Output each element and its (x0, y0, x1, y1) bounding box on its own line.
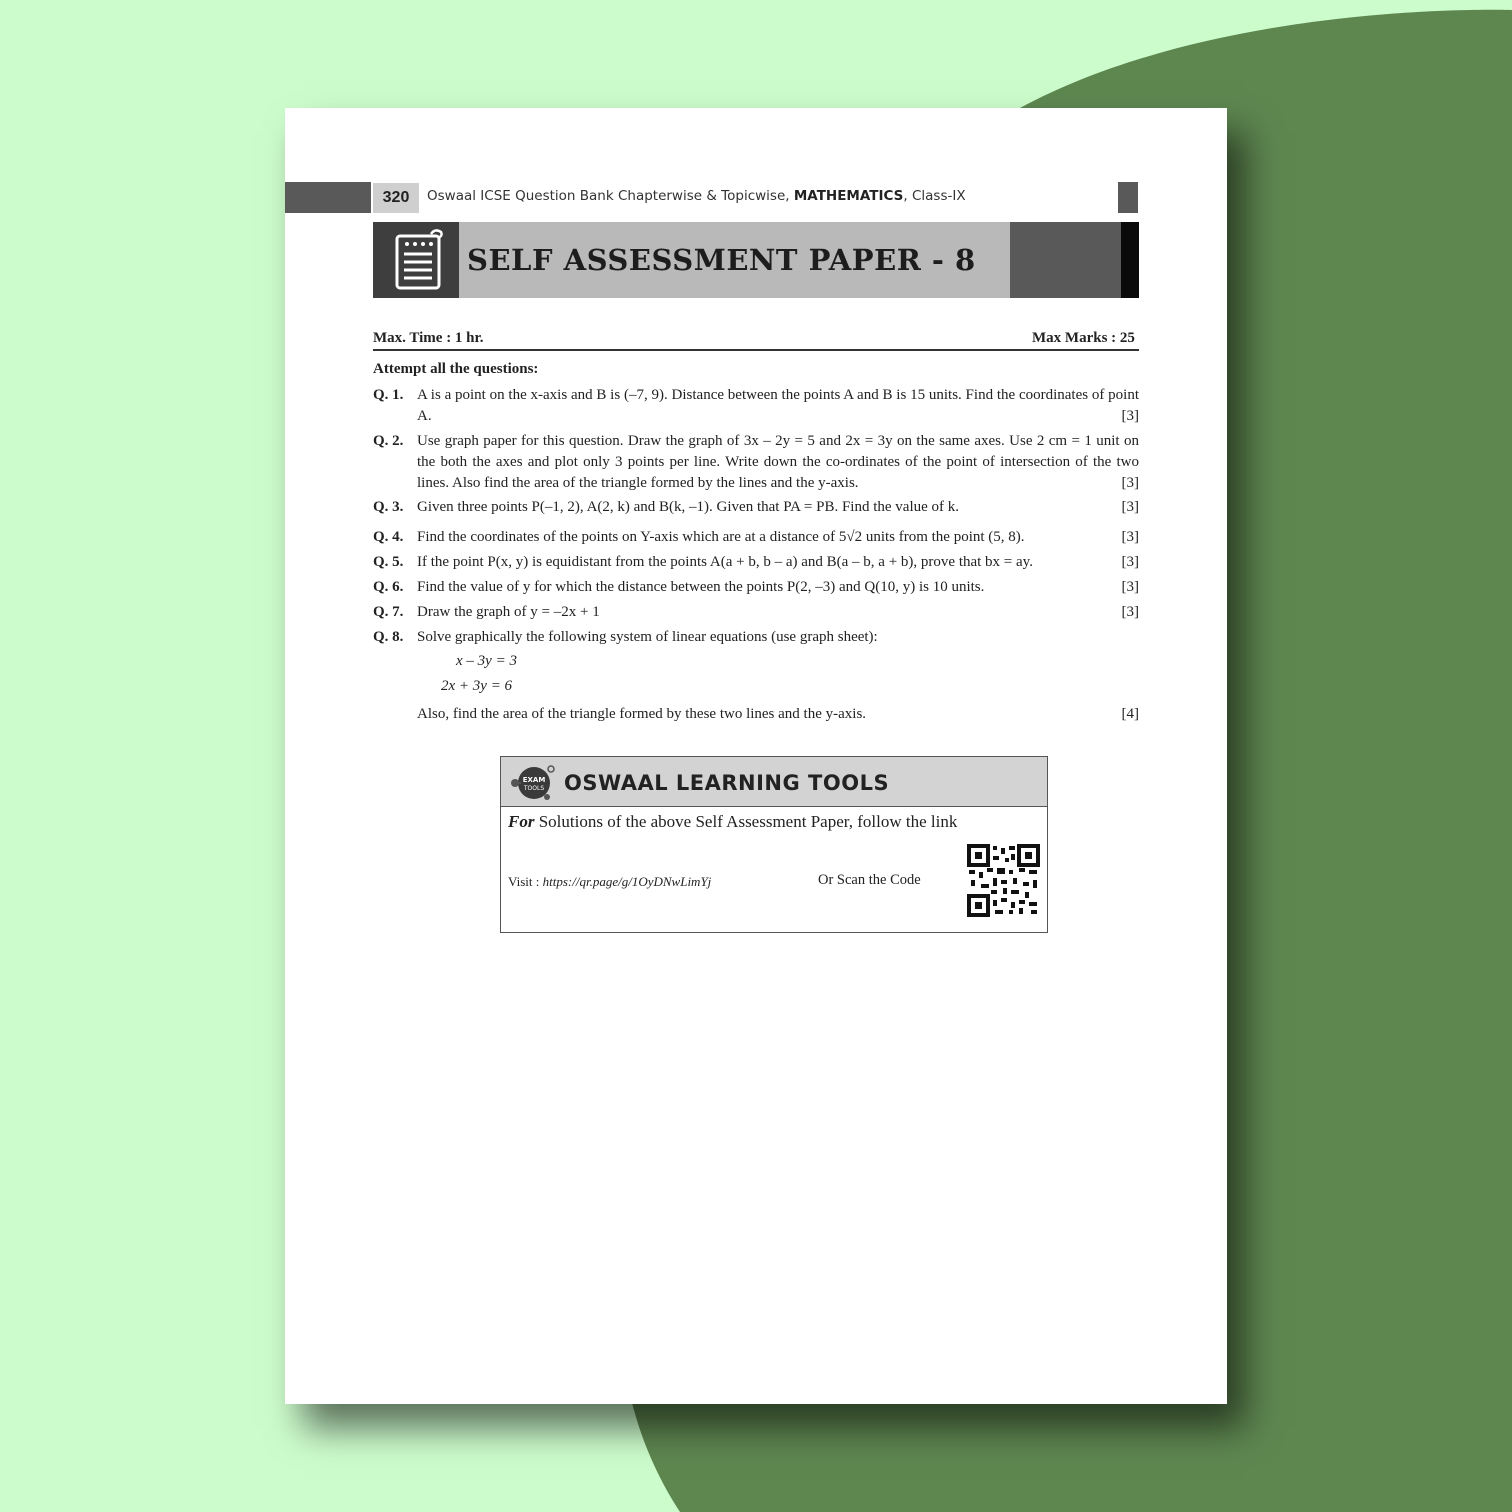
followup-text: Also, find the area of the triangle formed by these two lines and the y-axis. (417, 706, 867, 722)
book-title: Oswaal ICSE Question Bank Chapterwise & Topicwise, (427, 188, 790, 204)
solutions-text (508, 812, 957, 832)
question-marks: [3] (1121, 579, 1139, 595)
question-item (373, 552, 1139, 573)
max-time: Max. Time : 1 hr. (373, 330, 484, 346)
tools-box-title: OSWAAL LEARNING TOOLS (564, 771, 890, 795)
instruction: Attempt all the questions: (373, 361, 539, 377)
running-header (427, 188, 966, 204)
paper-banner (373, 222, 1139, 298)
tools-box-header (501, 757, 1047, 807)
question-text: Find the value of y for which the distance between the points P(2, –3) and Q(10, y) is 10 units. (417, 579, 985, 595)
visit-line (508, 874, 711, 890)
question-number: Q. 7. (373, 604, 404, 620)
question-number: Q. 3. (373, 499, 404, 515)
scan-text: Or Scan the Code (818, 872, 921, 888)
solutions-link[interactable]: https://qr.page/g/1OyDNwLimYj (542, 874, 712, 889)
svg-text:TOOLS: TOOLS (523, 785, 545, 792)
solutions-line: Solutions of the above Self Assessment Paper, follow the link (538, 812, 958, 831)
question-number: Q. 5. (373, 554, 404, 570)
question-number: Q. 4. (373, 529, 404, 545)
question-number: Q. 2. (373, 433, 404, 449)
banner-dark-block (1010, 222, 1121, 298)
question-item (373, 602, 1139, 623)
question-marks: [3] (1121, 499, 1139, 515)
question-marks: [3] (1121, 554, 1139, 570)
question-text: Given three points P(–1, 2), A(2, k) and B(k, –1). Given that PA = PB. Find the value of k. (417, 499, 960, 515)
equation: 2x + 3y = 6 (441, 678, 513, 694)
question-marks: [4] (1121, 706, 1139, 722)
question-text: Use graph paper for this question. Draw the graph of 3x – 2y = 5 and 2x = 3y on the same axes. Use 2 cm = 1 unit on the both the axes and plot only 3 points per line. Write down the co-ordinates of the point of intersection of the two lines. Also find the area of the triangle formed by the lines and the y-axis. (417, 433, 1139, 491)
svg-text:EXAM: EXAM (522, 776, 546, 784)
exam-tools-logo-icon (507, 761, 563, 803)
question-text: Draw the graph of y = –2x + 1 (417, 604, 600, 620)
question-marks: [3] (1121, 408, 1139, 424)
learning-tools-box (500, 756, 1048, 933)
document-page (285, 108, 1227, 1404)
question-number: Q. 1. (373, 387, 404, 403)
divider (373, 349, 1139, 351)
banner-black-block (1121, 222, 1139, 298)
equation: x – 3y = 3 (456, 653, 517, 669)
question-item (373, 431, 1139, 494)
question-text: Solve graphically the following system of linear equations (use graph sheet): (417, 629, 878, 645)
max-marks: Max Marks : 25 (1032, 330, 1135, 346)
question-item (373, 385, 1139, 427)
question-item (373, 627, 1139, 648)
question-text: If the point P(x, y) is equidistant from the points A(a + b, b – a) and B(a – b, a + b), prove that bx = ay. (417, 554, 1033, 570)
qr-code-icon[interactable] (967, 844, 1040, 917)
question-item (373, 577, 1139, 598)
question-number: Q. 8. (373, 629, 404, 645)
question-number: Q. 6. (373, 579, 404, 595)
question-marks: [3] (1121, 604, 1139, 620)
page-number: 320 (373, 183, 419, 213)
question-marks: [3] (1121, 475, 1139, 491)
paper-title: SELF ASSESSMENT PAPER - 8 (467, 243, 976, 277)
visit-label: Visit : (508, 874, 540, 889)
header-left-bar (285, 182, 371, 213)
question-text: Find the coordinates of the points on Y-axis which are at a distance of 5√2 units from the point (5, 8). (417, 529, 1025, 545)
for-label: For (508, 812, 535, 831)
class-name: , Class-IX (903, 188, 966, 204)
question-text: A is a point on the x-axis and B is (–7, 9). Distance between the points A and B is 15 units. Find the coordinates of point A. (417, 387, 1139, 424)
header-right-tab (1118, 182, 1138, 213)
question-item (373, 527, 1139, 548)
question-marks: [3] (1121, 529, 1139, 545)
question-item (373, 497, 1139, 518)
subject-name: MATHEMATICS (793, 188, 904, 204)
question-followup (373, 704, 1139, 725)
exam-sheet-icon (373, 222, 459, 298)
